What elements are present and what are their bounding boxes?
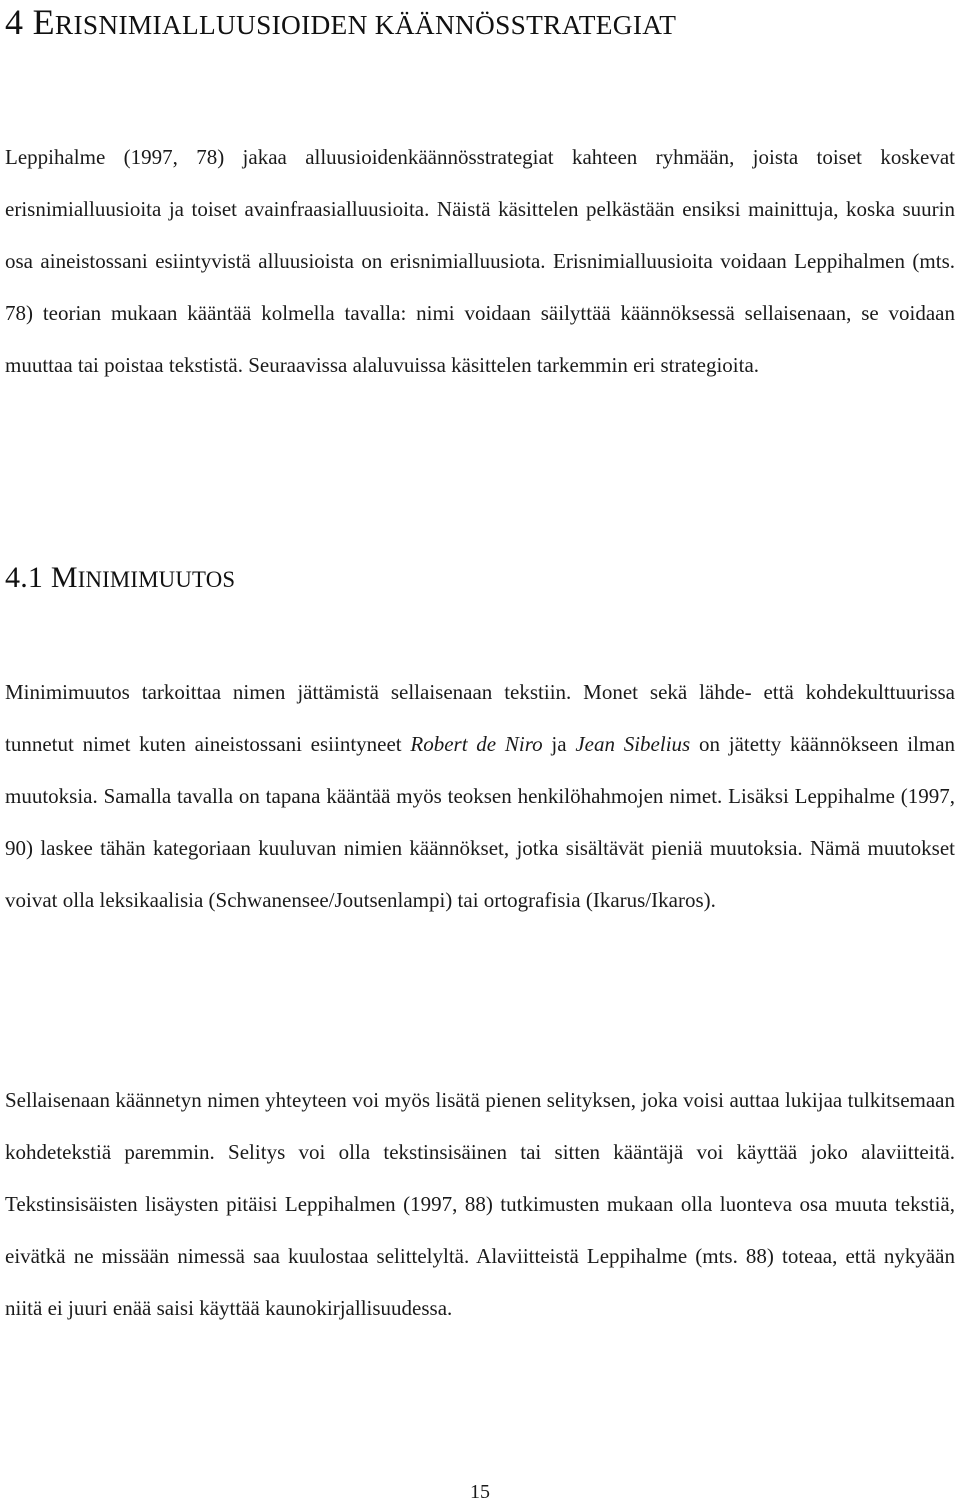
section-title-rest: INIMIMUUTOS: [77, 567, 236, 592]
example-name-jean-sibelius: Jean Sibelius: [575, 732, 691, 756]
chapter-heading: [5, 0, 676, 47]
section-paragraph: [5, 666, 955, 926]
section-title-initial: M: [50, 561, 78, 594]
example-name-robert-de-niro: Robert de Niro: [410, 732, 543, 756]
section-heading: [5, 558, 235, 600]
intro-paragraph: Leppihalme (1997, 78) jakaa alluusioidenkäännösstrategiat kahteen ryhmään, joista toiset koskevat erisnimialluusioita ja toiset avainfraasialluusioita. Näistä käsittelen pelkästään ensiksi mainittuja, koska suurin osa aineistossani esiintyvistä alluusioista on erisnimialluusiota. Erisnimialluusioita voidaan Leppihalmen (mts. 78) teorian mukaan kääntää kolmella tavalla: nimi voidaan säilyttää käännöksessä sellaisenaan, se voidaan muuttaa tai poistaa tekstistä. Seuraavissa alaluvuissa käsittelen tarkemmin eri strategioita.: [5, 145, 955, 377]
section-paragraph-text-3: on jätetty käännökseen ilman muutoksia. Samalla tavalla on tapana kääntää myös teoksen henkilöhahmojen nimet. Lisäksi Leppihalme (1997, 90) laskee tähän kategoriaan kuuluvan nimien käännökset, jotka sisältävät pieniä muutoksia. Nämä muutokset voivat olla leksikaalisia (Schwanensee/Joutsenlampi) tai ortografisia (Ikarus/Ikaros).: [5, 732, 956, 912]
chapter-title-initial: E: [32, 2, 55, 42]
chapter-number: 4: [5, 2, 24, 42]
final-paragraph: Sellaisenaan käännetyn nimen yhteyteen voi myös lisätä pienen selityksen, joka voisi auttaa lukijaa tulkitsemaan kohdetekstiä paremmin. Selitys voi olla tekstinsisäinen tai sitten kääntäjä voi käyttää joko alaviitteitä. Tekstinsisäisten lisäysten pitäisi Leppihalmen (1997, 88) tutkimusten mukaan olla luonteva osa muuta tekstiä, eivätkä ne missään nimessä saa kuulostaa selittelyltä. Alaviitteistä Leppihalme (mts. 88) toteaa, että nykyään niitä ei juuri enää saisi käyttää kaunokirjallisuudessa.: [5, 1088, 955, 1320]
section-paragraph-text-2: ja: [542, 732, 576, 756]
section-number: 4.1: [5, 561, 44, 594]
page-number: 15: [470, 1481, 490, 1503]
chapter-title-rest: RISNIMIALLUUSIOIDEN KÄÄNNÖSSTRATEGIAT: [54, 10, 677, 40]
section-paragraph-text-1: Minimimuutos tarkoittaa nimen jättämistä sellaisenaan tekstiin. Monet sekä lähde- että kohdekulttuurissa tunnetut nimet kuten aineistossani esiintyneet: [5, 680, 955, 756]
